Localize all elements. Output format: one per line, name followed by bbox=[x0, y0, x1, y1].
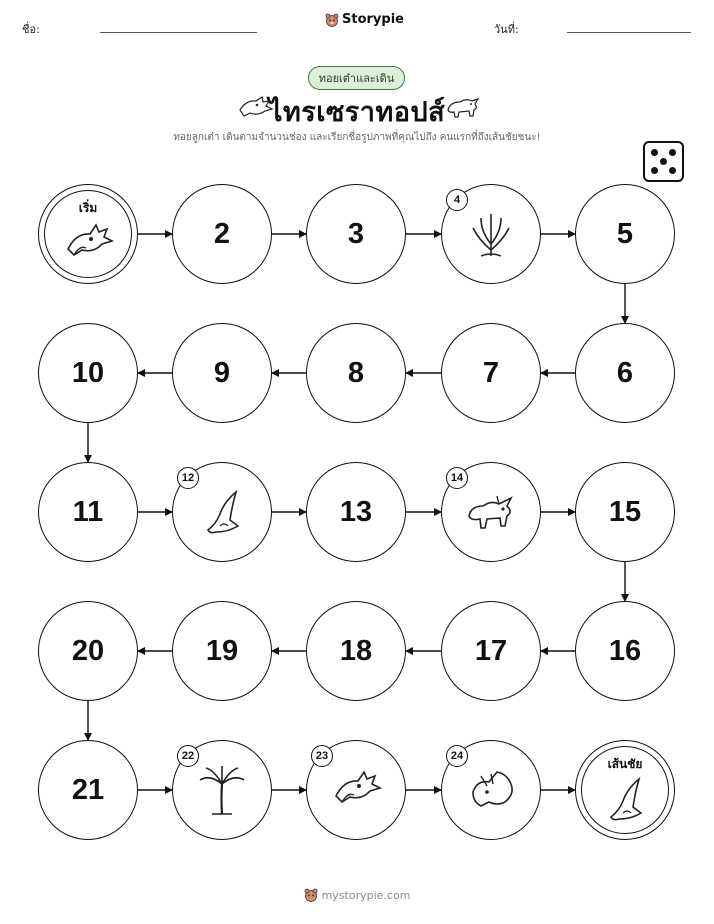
bird-dino-head-icon bbox=[60, 215, 116, 271]
bird-dino-head-icon bbox=[328, 762, 384, 818]
space-number: 13 bbox=[339, 495, 373, 528]
space-label: เริ่ม bbox=[78, 201, 98, 215]
palm-tree-icon bbox=[194, 762, 250, 818]
space-number: 20 bbox=[71, 634, 105, 667]
game-type-tag: ทอยเต๋าและเดิน bbox=[308, 66, 405, 90]
space-number: 3 bbox=[347, 217, 365, 250]
space-number: 21 bbox=[71, 773, 105, 806]
space-number-badge: 24 bbox=[446, 745, 468, 767]
board-space-23 bbox=[306, 740, 406, 840]
board-space-21 bbox=[38, 740, 138, 840]
board-space-15 bbox=[575, 462, 675, 562]
date-label: วันที่: bbox=[494, 23, 519, 36]
page-title: ไทรเซราทอปส์ bbox=[268, 97, 446, 128]
board-space-19 bbox=[172, 601, 272, 701]
space-number: 15 bbox=[608, 495, 642, 528]
board-space-8 bbox=[306, 323, 406, 423]
board-space-4 bbox=[441, 184, 541, 284]
board-space-17 bbox=[441, 601, 541, 701]
footer bbox=[0, 888, 714, 902]
horn-fossil-icon bbox=[194, 484, 250, 540]
space-number: 17 bbox=[474, 634, 508, 667]
space-number: 16 bbox=[608, 634, 642, 667]
board-space-6 bbox=[575, 323, 675, 423]
fern-plant-icon bbox=[463, 206, 519, 262]
space-label: เส้นชัย bbox=[607, 757, 643, 771]
triceratops-head-icon bbox=[463, 762, 519, 818]
space-number: 19 bbox=[205, 634, 239, 667]
board-space-5 bbox=[575, 184, 675, 284]
board-space-13 bbox=[306, 462, 406, 562]
board-space-2 bbox=[172, 184, 272, 284]
space-number-badge: 23 bbox=[311, 745, 333, 767]
board-space-14 bbox=[441, 462, 541, 562]
board-space-20 bbox=[38, 601, 138, 701]
footer-site[interactable]: mystorypie.com bbox=[321, 888, 411, 902]
space-number: 9 bbox=[213, 356, 231, 389]
finish-space bbox=[575, 740, 675, 840]
storypie-mascot-icon bbox=[304, 888, 318, 902]
brand-name: Storypie bbox=[342, 12, 404, 27]
board-space-24 bbox=[441, 740, 541, 840]
name-label: ชื่อ: bbox=[22, 23, 40, 36]
space-number: 6 bbox=[616, 356, 634, 389]
triceratops-full-icon bbox=[463, 484, 519, 540]
space-number: 11 bbox=[72, 495, 104, 528]
instructions: ทอยลูกเต๋า เดินตามจำนวนช่อง และเรียกชื่อรูปภาพที่คุณไปถึง คนแรกที่ถึงเส้นชัยชนะ! bbox=[173, 132, 541, 143]
board-space-18 bbox=[306, 601, 406, 701]
space-number-badge: 14 bbox=[446, 467, 468, 489]
space-number: 2 bbox=[213, 217, 231, 250]
board-space-11 bbox=[38, 462, 138, 562]
horn-fossil-icon bbox=[597, 771, 653, 827]
space-number-badge: 4 bbox=[446, 189, 468, 211]
space-number: 8 bbox=[347, 356, 365, 389]
space-number-badge: 22 bbox=[177, 745, 199, 767]
space-number-badge: 12 bbox=[177, 467, 199, 489]
start-space bbox=[38, 184, 138, 284]
board-space-16 bbox=[575, 601, 675, 701]
board-space-12 bbox=[172, 462, 272, 562]
space-number: 10 bbox=[71, 356, 105, 389]
space-number: 5 bbox=[616, 217, 634, 250]
board-space-22 bbox=[172, 740, 272, 840]
board-space-7 bbox=[441, 323, 541, 423]
space-number: 18 bbox=[339, 634, 373, 667]
board-space-9 bbox=[172, 323, 272, 423]
board-space-10 bbox=[38, 323, 138, 423]
space-number: 7 bbox=[482, 356, 500, 389]
board-space-3 bbox=[306, 184, 406, 284]
